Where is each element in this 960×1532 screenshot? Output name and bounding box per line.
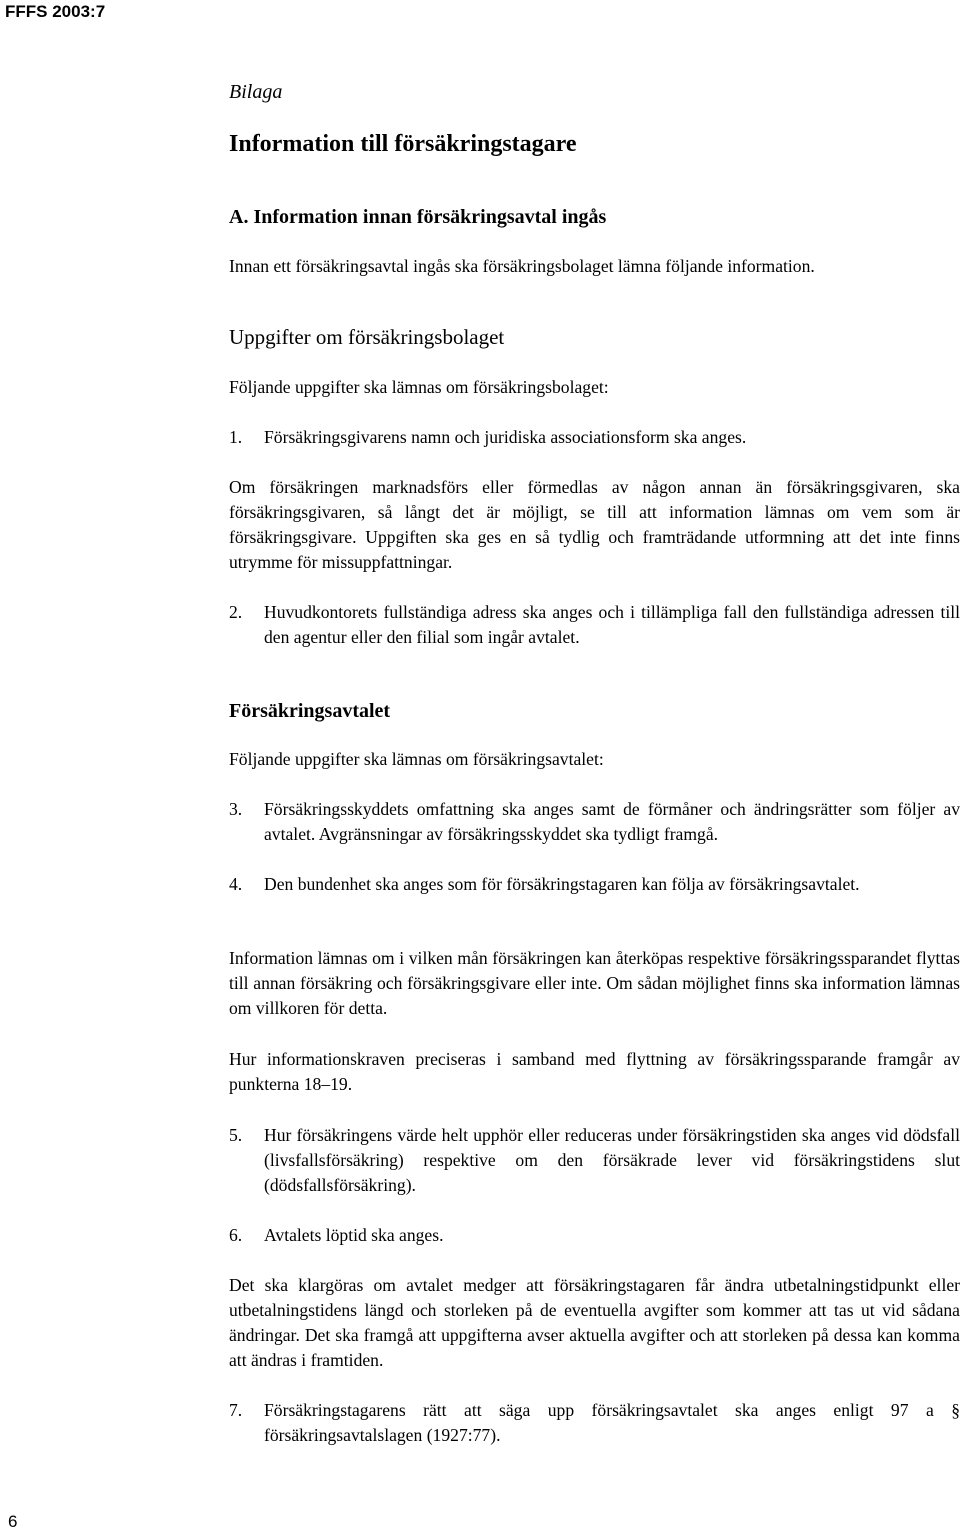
- list-item-text: Den bundenhet ska anges som för försäkringstagaren kan följa av försäkringsavtalet.: [264, 874, 860, 894]
- list-item-text: Försäkringstagarens rätt att säga upp försäkringsavtalet ska anges enligt 97 a § försäkringsavtalslagen (1927:77).: [264, 1400, 960, 1445]
- list-item-number: 4.: [229, 874, 243, 894]
- company-heading: Uppgifter om försäkringsbolaget: [229, 325, 505, 349]
- page-number: 6: [8, 1512, 18, 1531]
- paragraph-transfer: Hur informationskraven preciseras i samband med flyttning av försäkringssparande framgår av punkterna 18–19.: [229, 1049, 960, 1094]
- contract-intro: Följande uppgifter ska lämnas om försäkringsavtalet:: [229, 749, 604, 769]
- list-item-text: Försäkringsgivarens namn och juridiska associationsform ska anges.: [264, 427, 747, 447]
- list-item-number: 5.: [229, 1125, 243, 1145]
- list-item-6: [229, 1223, 960, 1248]
- list-item-text: Försäkringsskyddets omfattning ska anges samt de förmåner och ändringsrätter som följer av avtalet. Avgränsningar av försäkringsskyddet ska tydligt framgå.: [264, 799, 960, 844]
- list-item-number: 2.: [229, 602, 243, 622]
- list-item-1: [229, 425, 960, 450]
- section-a-heading: A. Information innan försäkringsavtal ingås: [229, 206, 607, 228]
- list-item-number: 6.: [229, 1225, 243, 1245]
- paragraph-insurer-marketing: Om försäkringen marknadsförs eller förmedlas av någon annan än försäkringsgivaren, ska försäkringsgivaren, så långt det är möjligt, se till att information lämnas om vem som är försäkringsgivare. Uppgiften ska ges en så tydlig och framträdande utformning att det inte finns utrymme för missuppfattningar.: [229, 477, 960, 572]
- contract-heading: Försäkringsavtalet: [229, 700, 391, 722]
- list-item-5: [229, 1123, 960, 1198]
- list-item-text: Huvudkontorets fullständiga adress ska anges och i tillämpliga fall den fullständiga adressen till den agentur eller den filial som ingår avtalet.: [264, 602, 960, 647]
- section-a-intro: Innan ett försäkringsavtal ingås ska försäkringsbolaget lämna följande information.: [229, 256, 815, 276]
- list-item-number: 3.: [229, 799, 243, 819]
- list-item-2: [229, 600, 960, 650]
- list-item-text: Avtalets löptid ska anges.: [264, 1225, 444, 1245]
- list-item-number: 1.: [229, 427, 243, 447]
- list-item-number: 7.: [229, 1400, 243, 1420]
- company-intro: Följande uppgifter ska lämnas om försäkringsbolaget:: [229, 377, 609, 397]
- annex-label: Bilaga: [229, 81, 283, 103]
- document-header-id: FFFS 2003:7: [5, 2, 106, 21]
- list-item-4: [229, 872, 960, 897]
- document-title: Information till försäkringstagare: [229, 131, 577, 157]
- list-item-3: [229, 797, 960, 847]
- list-item-text: Hur försäkringens värde helt upphör eller reduceras under försäkringstiden ska anges vid dödsfall (livsfallsförsäkring) respektive om den försäkrade lever vid försäkringstidens slut (dödsfallsförsäkring).: [264, 1125, 960, 1195]
- list-item-7: [229, 1398, 960, 1448]
- paragraph-payout-changes: Det ska klargöras om avtalet medger att försäkringstagaren får ändra utbetalningstidpunkt eller utbetalningstidens längd och storleken på de eventuella avgifter som kommer att tas ut vid sådana ändringar. Det ska framgå att uppgifterna avser aktuella avgifter och att storleken på dessa kan komma att ändras i framtiden.: [229, 1275, 960, 1370]
- paragraph-surrender: Information lämnas om i vilken mån försäkringen kan återköpas respektive försäkringssparandet flyttas till annan försäkring och försäkringsgivare eller inte. Om sådan möjlighet finns ska information lämnas om villkoren för detta.: [229, 948, 960, 1018]
